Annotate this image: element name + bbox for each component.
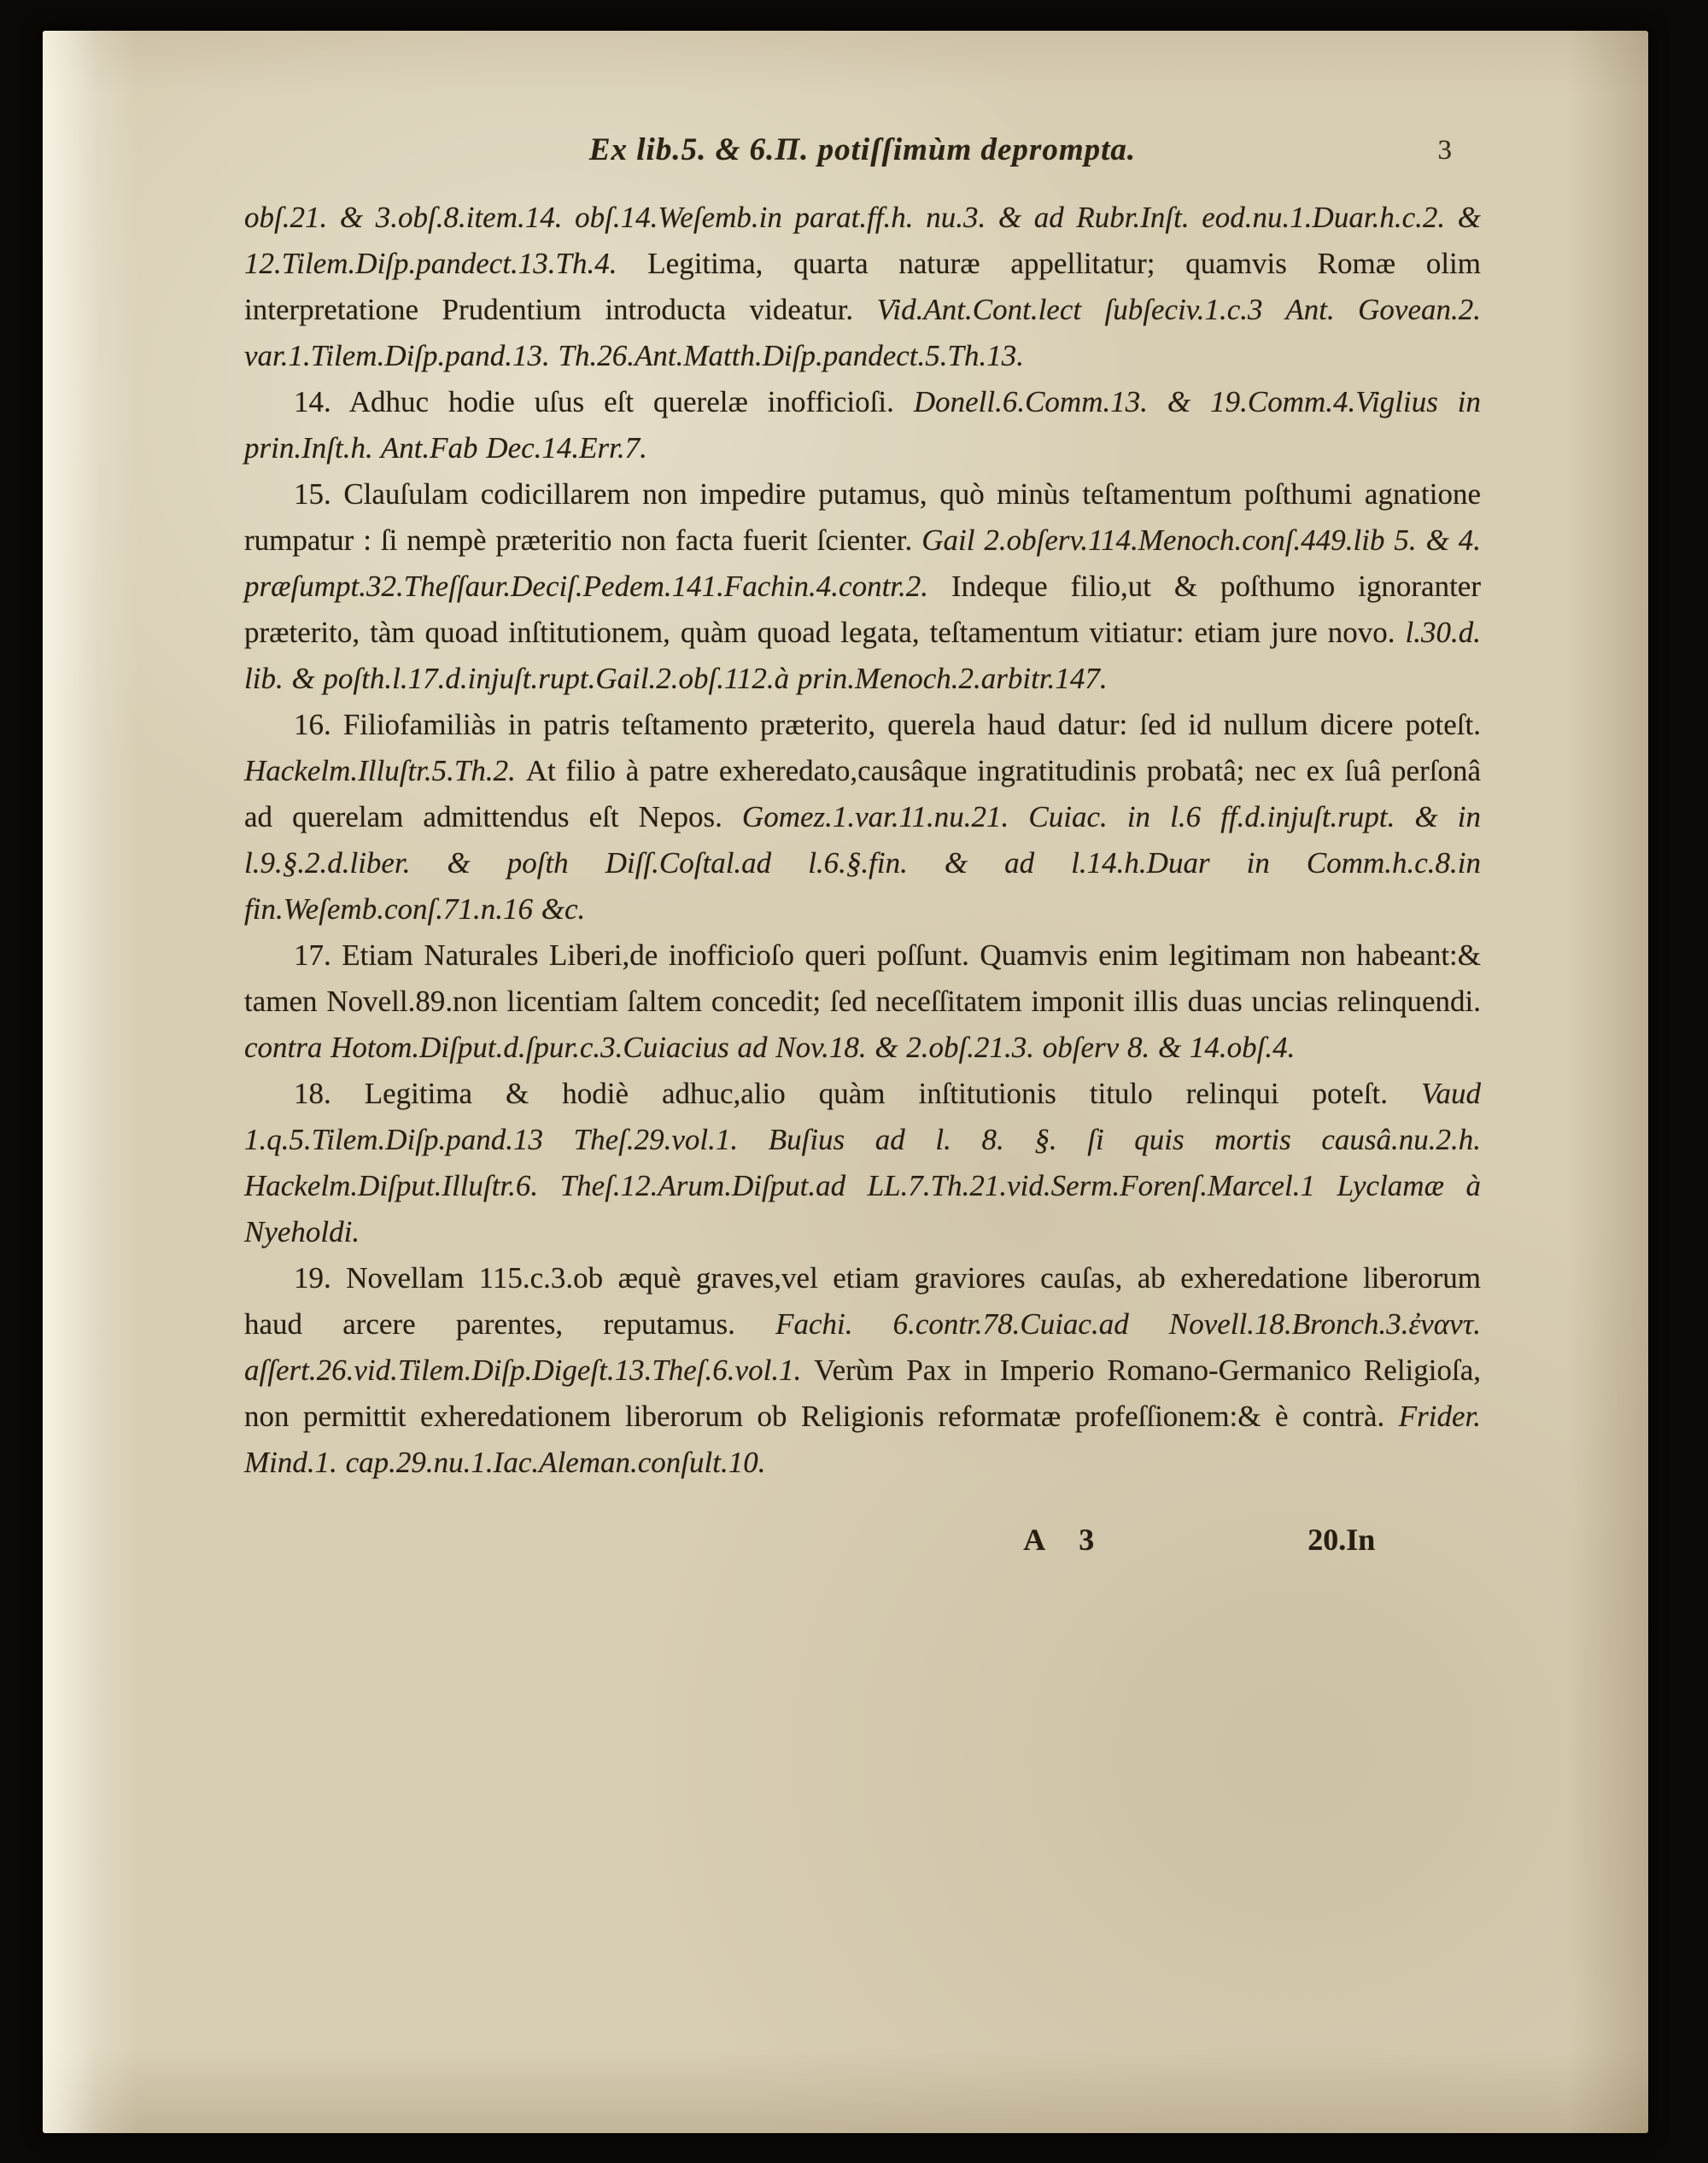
page-footer <box>244 1522 1481 1570</box>
signature-mark: A 3 <box>1023 1523 1108 1557</box>
paragraph <box>244 379 1481 471</box>
citation-text: l.30.d. lib. & poſth.l.17.d.injuſt.rupt.Gail.2.obſ.112.à prin.Menoch.2.arbitr.147. <box>244 616 1481 695</box>
citation-text: Donell.6.Comm.13. & 19.Comm.4.Viglius in prin.Inſt.h. Ant.Fab Dec.14.Err.7. <box>244 385 1482 465</box>
paragraph <box>244 702 1481 932</box>
running-header <box>244 132 1481 181</box>
book-page <box>43 31 1648 2133</box>
citation-text: Fachi. 6.contr.78.Cuiac.ad Novell.18.Bronch.3.ἐναντ. aſſert.26.vid.Tilem.Diſp.Digeſt.13.Theſ.6.vol.1. <box>244 1307 1481 1387</box>
citation-text: obſ.21. & 3.obſ.8.item.14. obſ.14.Weſemb.in parat.ff.h. nu.3. & ad Rubr.Inſt. eod.nu.1.Duar.h.c.2. & 12.Tilem.Diſp.pandect.13.Th.4. <box>244 201 1481 280</box>
paragraph <box>244 932 1481 1071</box>
body-text: 14. Adhuc hodie uſus eſt querelæ inofficioſi. <box>294 385 914 418</box>
citation-text: Hackelm.Illuſtr.5.Th.2. <box>244 754 526 787</box>
page-number: 3 <box>1437 135 1452 166</box>
body-text: 16. Filiofamiliàs in patris teſtamento præterito, querela haud datur: ſed id nullum dicere poteſt. <box>294 708 1481 741</box>
paragraph <box>244 195 1481 379</box>
paragraph <box>244 1071 1481 1255</box>
body-text: 17. Etiam Naturales Liberi,de inofficioſo queri poſſunt. Quamvis enim legitimam non habeant:& tamen Novell.89.non licentiam ſaltem concedit; ſed neceſſitatem imponit illis duas uncias relinquendi. <box>244 938 1481 1018</box>
citation-text: Vaud 1.q.5.Tilem.Diſp.pand.13 Theſ.29.vol.1. Buſius ad l. 8. §. ſi quis mortis causâ.nu.2.h. Hackelm.Diſput.Illuſtr.6. Theſ.12.Arum.Diſput.ad LL.7.Th.21.vid.Serm.Forenſ.Marcel.1 Lyclamæ à Nyeholdi. <box>244 1077 1481 1248</box>
text-block <box>244 132 1481 1570</box>
citation-text: Vid.Ant.Cont.lect ſubſeciv.1.c.3 Ant. Govean.2. var.1.Tilem.Diſp.pand.13. Th.26.Ant.Matth.Diſp.pandect.5.Th.13. <box>244 293 1481 372</box>
paragraph-container <box>244 195 1481 1486</box>
body-text: 19. Novellam 115.c.3.ob æquè graves,vel etiam graviores cauſas, ab exheredatione liberorum haud arcere parentes, reputamus. <box>244 1261 1481 1341</box>
citation-text: Frider. Mind.1. cap.29.nu.1.Iac.Aleman.conſult.10. <box>244 1400 1481 1479</box>
body-text: 18. Legitima & hodiè adhuc,alio quàm inſtitutionis titulo relinqui poteſt. <box>294 1077 1421 1110</box>
citation-text: Gail 2.obſerv.114.Menoch.conſ.449.lib 5. & 4. præſumpt.32.Theſſaur.Deciſ.Pedem.141.Fachin.4.contr.2. <box>244 523 1481 603</box>
binding-edge <box>43 31 97 2133</box>
citation-text: Gomez.1.var.11.nu.21. Cuiac. in l.6 ff.d.injuſt.rupt. & in l.9.§.2.d.liber. & poſth Diſſ.Coſtal.ad l.6.§.fin. & ad l.14.h.Duar in Comm.h.c.8.in fin.Weſemb.conſ.71.n.16 &c. <box>244 800 1481 926</box>
paragraph <box>244 1255 1481 1486</box>
catchword: 20.In <box>1307 1523 1376 1557</box>
citation-text: contra Hotom.Diſput.d.ſpur.c.3.Cuiacius ad Nov.18. & 2.obſ.21.3. obſerv 8. & 14.obſ.4. <box>244 1031 1296 1064</box>
body-text: Indeque filio,ut & poſthumo ignoranter præterito, tàm quoad inſtitutionem, quàm quoad legata, teſtamentum vitiatur: etiam jure novo. <box>244 570 1481 649</box>
running-header-title: Ex lib.5. & 6.Π. potiſſimùm deprompta. <box>588 132 1137 167</box>
paragraph <box>244 471 1481 702</box>
body-text: At filio à patre exheredato,causâque ingratitudinis probatâ; nec ex ſuâ perſonâ ad querelam admittendus eſt Nepos. <box>244 754 1481 833</box>
body-text: Legitima, quarta naturæ appellitatur; quamvis Romæ olim interpretatione Prudentium introducta videatur. <box>244 247 1481 326</box>
body-text: Verùm Pax in Imperio Romano-Germanico Religioſa, non permittit exheredationem liberorum ob Religionis reformatæ profeſſionem:& è contrà. <box>244 1353 1481 1433</box>
body-text: 15. Clauſulam codicillarem non impedire putamus, quò minùs teſtamentum poſthumi agnatione rumpatur : ſi nempè præteritio non facta fuerit ſcienter. <box>244 477 1481 557</box>
